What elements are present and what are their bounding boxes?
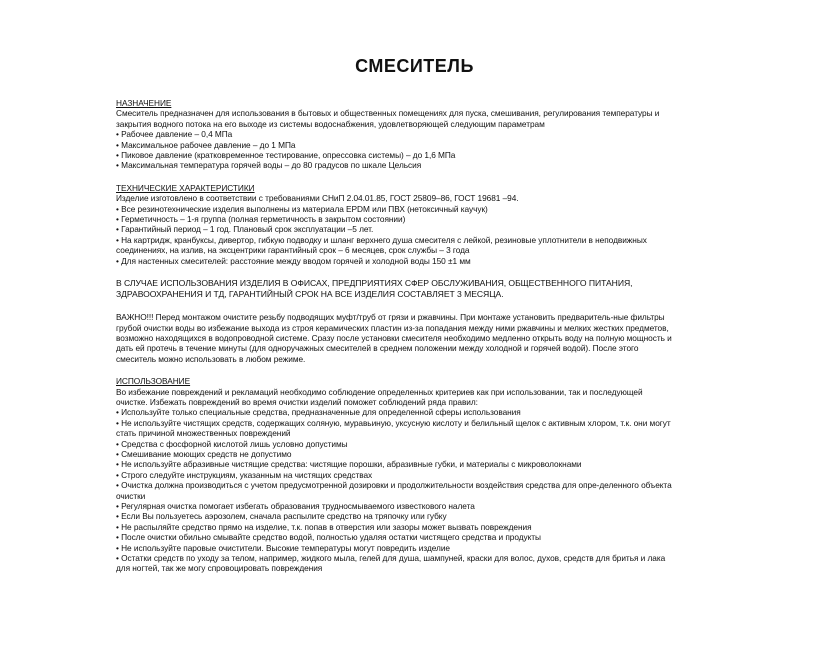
specs-list: [116, 204, 676, 266]
page-title: СМЕСИТЕЛЬ: [355, 56, 474, 76]
usage-text: Во избежание повреждений и рекламаций необходимо соблюдение определенных критериев как при использовании, так и последующей очистке. Избежать повреждений во время очистки изделий поможет соблюдений ряда правил:: [116, 386, 643, 407]
list-item: • Используйте только специальные средства, предназначенные для определенной сферы использования: [116, 407, 521, 418]
usage-section: [116, 376, 676, 574]
specs-text: Изделие изготовлено в соответствии с требованиями СНиП 2.04.01.85, ГОСТ 25809–86, ГОСТ 19681 –94.: [116, 193, 519, 204]
list-item: • Остатки средств по уходу за телом, например, жидкого мыла, гелей для душа, шампуней, краски для волос, духов, средств для бритья и лака для ногтей, так же могу спровоцировать повреждения: [116, 553, 666, 574]
purpose-list: [116, 129, 676, 171]
list-item: • Максимальная температура горячей воды – до 80 градусов по шкале Цельсия: [116, 160, 422, 171]
list-item: • Все резинотехнические изделия выполнены из материала EPDM или ПВХ (нетоксичный каучук): [116, 203, 488, 214]
purpose-text: Смеситель предназначен для использования в бытовых и общественных помещениях для пуска, смешивания, регулирования температуры и закрытия водного потока на его выходе из системы водоснабжения, удовлетворяющей следующим параметрам: [116, 108, 660, 129]
list-item: • На картридж, кранбуксы, дивертор, гибкую подводку и шланг верхнего душа смесителя с лейкой, резиновые уплотнители в неподвижных соединениях, на излив, на эксцентрики гарантийный срок – 6 месяцев, срок службы – 3 года: [116, 234, 647, 256]
list-item: • Регулярная очистка помогает избегать образования трудносмываемого известкового налета: [116, 501, 475, 511]
specs-section: [116, 183, 676, 266]
usage-list: [116, 407, 676, 574]
important-note: ВАЖНО!!! Перед монтажом очистите резьбу подводящих муфт/труб от грязи и ржавчины. При монтаже установить предваритель-ные фильтры грубой очистки воды во избежание выхода из строя керамических пластин из-за попадания между ними ржавчины и мелких жестких предметов, возможно находящихся в водопроводной системе. Сразу после установки смесителя необходимо медленно открыть воду на полную мощность и дать ей протечь в течение минуты (для одноручажных смесителей в среднем положении между холодной и горячей водой). После этого смеситель можно использовать в любом режиме.: [116, 312, 672, 364]
list-item: • Рабочее давление – 0,4 МПа: [116, 129, 233, 140]
purpose-section: [116, 98, 676, 171]
specs-heading: ТЕХНИЧЕСКИЕ ХАРАКТЕРИСТИКИ: [116, 182, 255, 193]
list-item: • Для настенных смесителей: расстояние между вводом горячей и холодной воды 150 ±1 мм: [116, 255, 471, 266]
list-item: • Очистка должна производиться с учетом предусмотренной дозировки и продолжительности воздействия средства для опре-деленного объекта очистки: [116, 480, 672, 501]
list-item: • Не используйте паровые очистители. Высокие температуры могут повредить изделие: [116, 542, 450, 553]
list-item: • Смешивание моющих средств не допустимо: [116, 448, 292, 459]
list-item: • После очистки обильно смывайте средство водой, полностью удаляя остатки чистящего средства и продукты: [116, 532, 541, 543]
list-item: • Пиковое давление (кратковременное тестирование, опрессовка системы) – до 1,6 МПа: [116, 150, 456, 161]
list-item: • Не используйте абразивные чистящие средства: чистящие порошки, абразивные губки, и материалы с микроволокнами: [116, 459, 582, 470]
document-body: [116, 98, 676, 586]
list-item: • Герметичность – 1-я группа (полная герметичность в закрытом состоянии): [116, 214, 406, 225]
usage-heading: ИСПОЛЬЗОВАНИЕ: [116, 376, 191, 387]
list-item: • Не используйте чистящих средств, содержащих соляную, муравьиную, уксусную кислоту и белильный щелок с активным хлором, т.к. они могут стать причиной множественных повреждений: [116, 417, 671, 439]
purpose-heading: НАЗНАЧЕНИЕ: [116, 98, 172, 108]
list-item: • Средства с фосфорной кислотой лишь условно допустимы: [116, 438, 348, 449]
list-item: • Не распыляйте средство прямо на изделие, т.к. попав в отверстия или зазоры может вызвать повреждения: [116, 521, 532, 532]
warranty-notice: В СЛУЧАЕ ИСПОЛЬЗОВАНИЯ ИЗДЕЛИЯ В ОФИСАХ, ПРЕДПРИЯТИЯХ СФЕР ОБСЛУЖИВАНИЯ, ОБЩЕСТВЕННОГО ПИТАНИЯ, ЗДРАВООХРАНЕНИЯ И ТД, ГАРАНТИЙНЫЙ СРОК НА ВСЕ ИЗДЕЛИЯ СОСТАВЛЯЕТ 3 МЕСЯЦА.: [116, 278, 633, 300]
list-item: • Если Вы пользуетесь аэрозолем, сначала распылите средство на тряпочку или губку: [116, 511, 447, 522]
list-item: • Максимальное рабочее давление – до 1 МПа: [116, 139, 296, 150]
list-item: • Гарантийный период – 1 год. Плановый срок эксплуатации –5 лет.: [116, 224, 374, 235]
list-item: • Строго следуйте инструкциям, указанным на чистящих средствах: [116, 469, 373, 480]
